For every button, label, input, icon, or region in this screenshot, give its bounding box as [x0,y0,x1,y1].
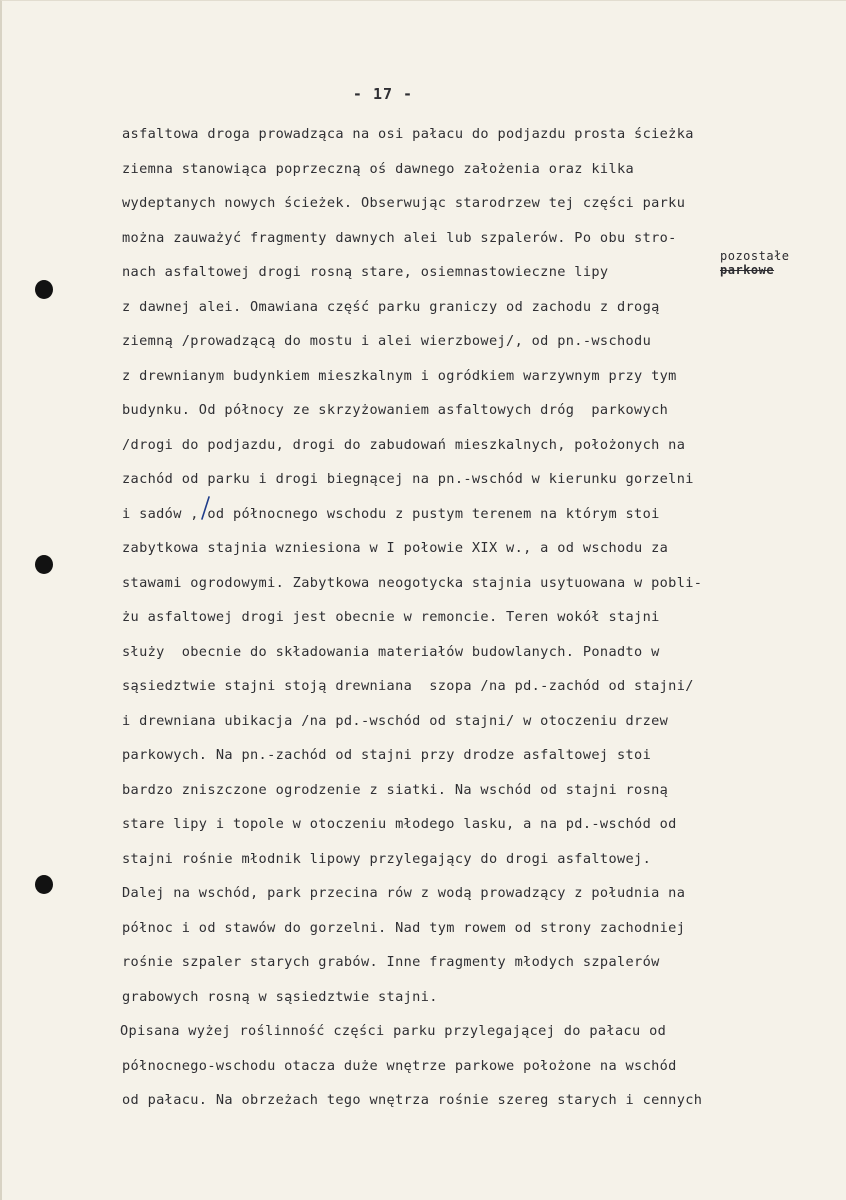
handwritten-correction [720,249,790,277]
punch-hole [35,280,53,299]
struck-word: parkowe [720,263,775,277]
text-line: wydeptanych nowych ścieżek. Obserwując starodrzew tej części parku [122,195,686,211]
punch-hole [35,555,53,574]
text-line: grabowych rosną w sąsiedztwie stajni. [122,988,438,1005]
text-line: można zauważyć fragmenty dawnych alei lub szpalerów. Po obu stro- [122,229,677,246]
text-line: i drewniana ubikacja /na pd.-wschód od stajni/ w otoczeniu drzew [122,712,669,729]
text-line: /drogi do podjazdu, drogi do zabudowań mieszkalnych, położonych na [122,436,686,453]
text-line: stajni rośnie młodnik lipowy przylegający do drogi asfaltowej. [122,850,652,867]
text-line: zachód od parku i drogi biegnącej na pn.-wschód w kierunku gorzelni [122,471,694,487]
text-line: rośnie szpaler starych grabów. Inne fragmenty młodych szpalerów [122,954,660,970]
pen-slash-mark [197,495,213,521]
text-line: bardzo zniszczone ogrodzenie z siatki. Na wschód od stajni rosną [122,781,669,798]
text-line: stawami ogrodowymi. Zabytkowa neogotycka stajnia usytuowana w pobli- [122,574,703,591]
text-line: Opisana wyżej roślinność części parku przylegającej do pałacu od [120,1023,667,1039]
text-line: stare lipy i topole w otoczeniu młodego lasku, a na pd.-wschód od [122,816,677,832]
text-line: ziemna stanowiąca poprzeczną oś dawnego założenia oraz kilka [122,160,635,177]
text-line: służy obecnie do składowania materiałów budowlanych. Ponadto w [122,643,660,660]
text-line: z drewnianym budynkiem mieszkalnym i ogródkiem warzywnym przy tym [122,367,677,384]
text-line: północnego-wschodu otacza duże wnętrze parkowe położone na wschód [122,1057,677,1074]
text-line: północ i od stawów do gorzelni. Nad tym rowem od strony zachodniej [122,919,686,936]
text-line: parkowych. Na pn.-zachód od stajni przy drodze asfaltowej stoi [122,747,652,763]
text-line: od pałacu. Na obrzeżach tego wnętrza rośnie szereg starych i cennych [122,1092,703,1108]
text-line: z dawnej alei. Omawiana część parku graniczy od zachodu z drogą [122,298,660,315]
text-line: żu asfaltowej drogi jest obecnie w remoncie. Teren wokół stajni [122,609,660,625]
text-line: nach asfaltowej drogi rosną stare, osiemnastowieczne lipy [122,264,609,280]
inserted-word: pozostałe [720,249,790,263]
text-line: sąsiedztwie stajni stoją drewniana szopa /na pd.-zachód od stajni/ [122,678,694,694]
text-line: i sadów , od północnego wschodu z pustym terenem na którym stoi [122,505,660,522]
text-line: asfaltowa droga prowadząca na osi pałacu do podjazdu prosta ścieżka [122,126,694,142]
text-line: Dalej na wschód, park przecina rów z wodą prowadzący z południa na [122,885,686,901]
text-line: zabytkowa stajnia wzniesiona w I połowie XIX w., a od wschodu za [122,540,669,556]
text-line: ziemną /prowadzącą do mostu i alei wierzbowej/, od pn.-wschodu [122,333,652,349]
text-line: budynku. Od północy ze skrzyżowaniem asfaltowych dróg parkowych [122,402,669,418]
page-number: - 17 - [352,85,414,103]
punch-hole [35,875,53,894]
